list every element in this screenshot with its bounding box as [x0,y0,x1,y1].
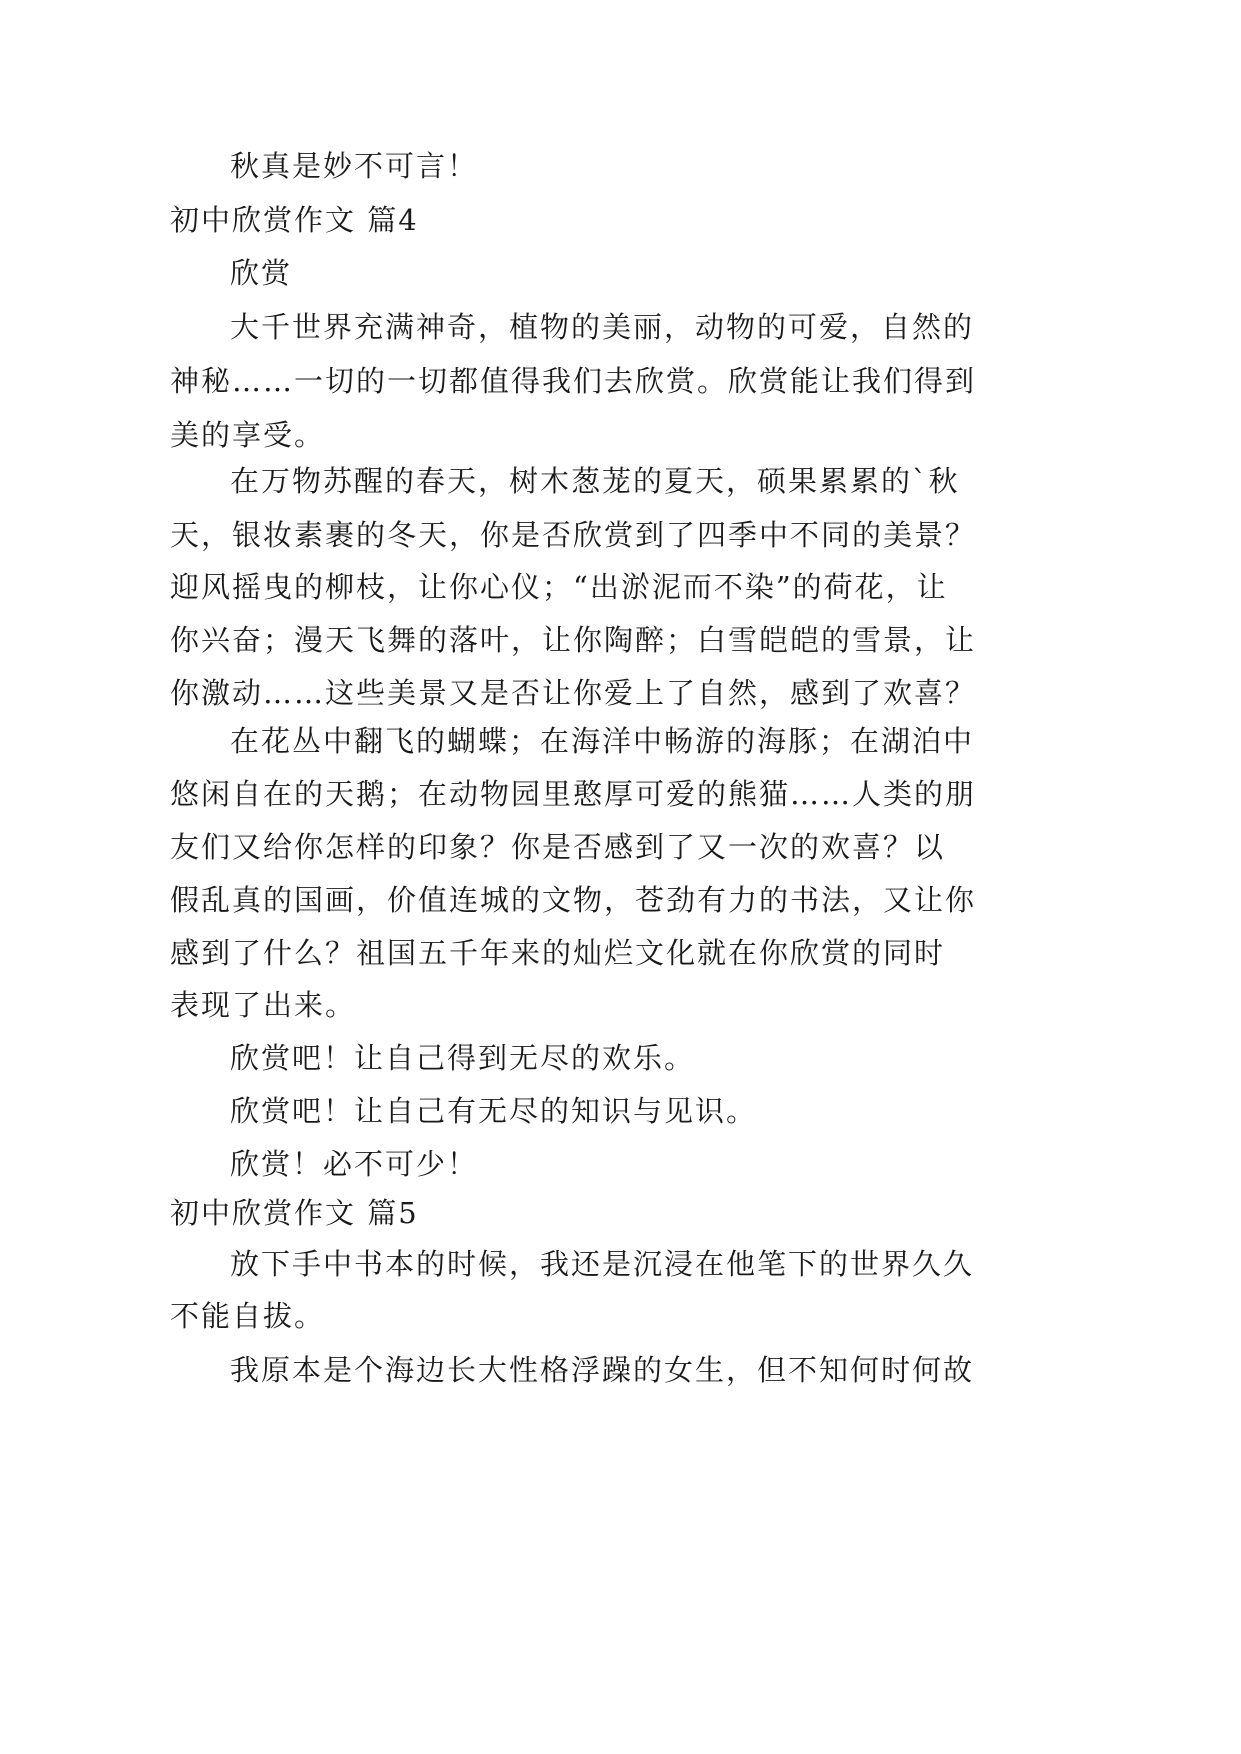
text-line: 大千世界充满神奇，植物的美丽，动物的可爱，自然的 [230,310,975,344]
essay-title: 欣赏 [230,256,293,290]
text-line: 神秘……一切的一切都值得我们去欣赏。欣赏能让我们得到 [170,364,977,398]
text-line: 放下手中书本的时候，我还是沉浸在他笔下的世界久久 [230,1247,975,1281]
text-line: 友们又给你怎样的印象？你是否感到了又一次的欢喜？以 [170,830,946,864]
text-line: 表现了出来。 [170,988,357,1022]
text-line: 秋真是妙不可言！ [230,149,479,183]
text-line: 欣赏吧！让自己得到无尽的欢乐。 [230,1041,696,1075]
section-heading: 初中欣赏作文 篇4 [170,203,419,237]
text-line: 迎风摇曳的柳枝，让你心仪；“出淤泥而不染”的荷花，让 [170,570,948,604]
section-heading: 初中欣赏作文 篇5 [170,1196,419,1230]
text-line: 感到了什么？祖国五千年来的灿烂文化就在你欣赏的同时 [170,936,946,970]
text-line: 悠闲自在的天鹅；在动物园里憨厚可爱的熊猫……人类的朋 [170,777,977,811]
text-line: 假乱真的国画，价值连城的文物，苍劲有力的书法，又让你 [170,883,977,917]
text-line: 你激动……这些美景又是否让你爱上了自然，感到了欢喜？ [170,676,977,710]
text-line: 欣赏！必不可少！ [230,1147,479,1181]
text-line: 欣赏吧！让自己有无尽的知识与见识。 [230,1094,758,1128]
text-line: 在万物苏醒的春天，树木葱茏的夏天，硕果累累的`秋 [230,464,960,498]
text-line: 你兴奋；漫天飞舞的落叶，让你陶醉；白雪皑皑的雪景，让 [170,623,977,657]
text-line: 美的享受。 [170,418,326,452]
text-line: 我原本是个海边长大性格浮躁的女生，但不知何时何故 [230,1353,975,1387]
text-line: 天，银妆素裹的冬天，你是否欣赏到了四季中不同的美景？ [170,518,977,552]
text-line: 不能自拔。 [170,1299,326,1333]
text-line: 在花丛中翻飞的蝴蝶；在海洋中畅游的海豚；在湖泊中 [230,724,975,758]
